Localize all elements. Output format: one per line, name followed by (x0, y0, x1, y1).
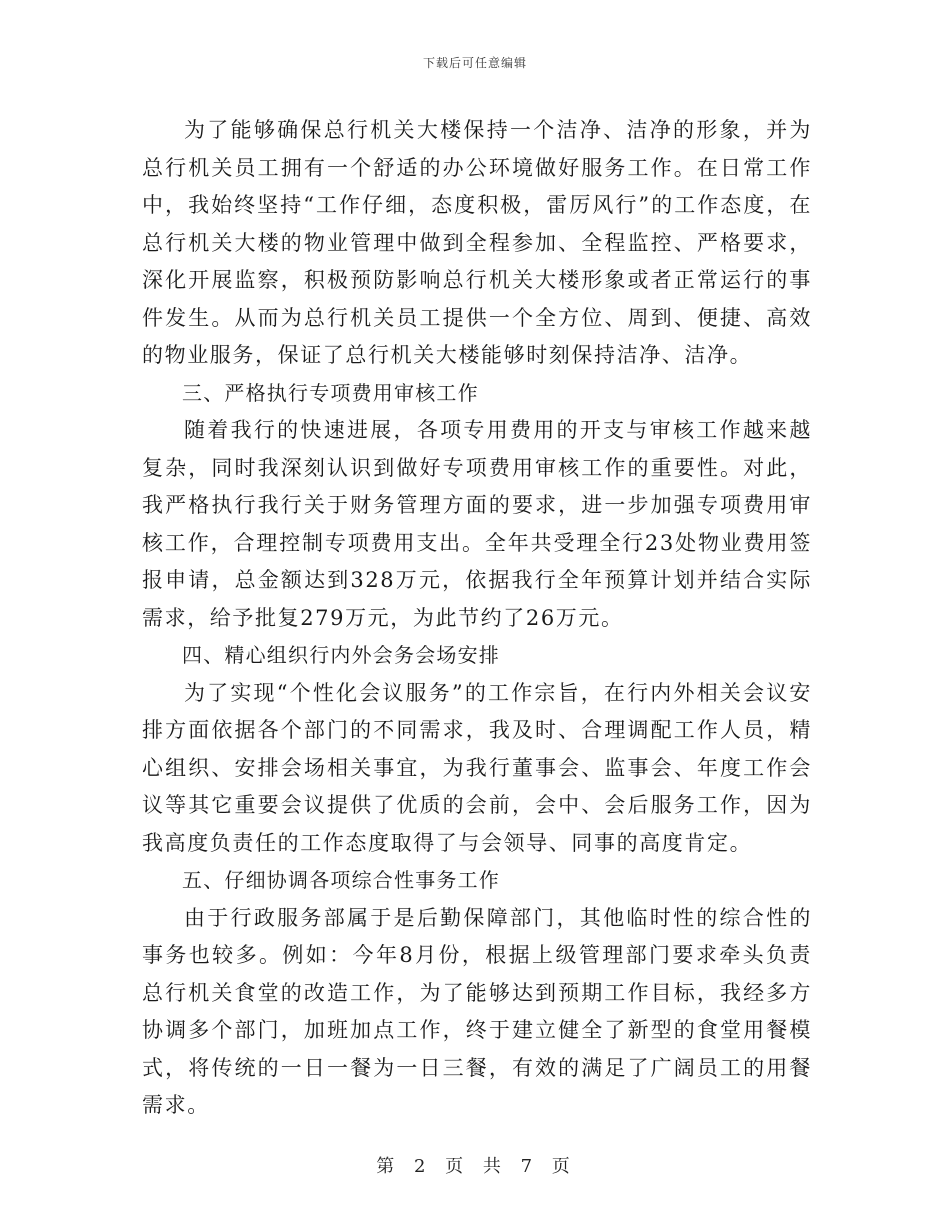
section-heading-3: 三、严格执行专项费用审核工作 (182, 380, 479, 405)
document-body (142, 112, 812, 1125)
paragraph-meeting-arrangement: 为了实现“个性化会议服务”的工作宗旨，在行内外相关会议安排方面依据各个部门的不同需求，我及时、合理调配工作人员，精心组织、安排会场相关事宜，为我行董事会、监事会、年度工作会议等其它重要会议提供了优质的会前，会中、会后服务工作，因为我高度负责任的工作态度取得了与会领导、同事的高度肯定。 (142, 680, 812, 855)
section-heading-4: 四、精心组织行内外会务会场安排 (182, 643, 500, 667)
paragraph-general-affairs: 由于行政服务部属于是后勤保障部门，其他临时性的综合性的事务也较多。例如：今年8月份，根据上级管理部门要求牵头负责总行机关食堂的改造工作，为了能够达到预期工作目标，我经多方协调多个部门，加班加点工作，终于建立健全了新型的食堂用餐模式，将传统的一日一餐为一日三餐，有效的满足了广阔员工的用餐需求。 (142, 905, 812, 1117)
page-header: 下载后可任意编辑 (422, 56, 527, 70)
paragraph-expense-review: 随着我行的快速进展，各项专用费用的开支与审核工作越来越复杂，同时我深刻认识到做好专项费用审核工作的重要性。对此，我严格执行我行关于财务管理方面的要求，进一步加强专项费用审核工作，合理控制专项费用支出。全年共受理全行23处物业费用签报申请，总金额达到328万元，依据我行全年预算计划并结合实际需求，给予批复279万元，为此节约了26万元。 (142, 418, 812, 630)
page-number: 第 2 页 共 7 页 (376, 1156, 574, 1177)
paragraph-property-management: 为了能够确保总行机关大楼保持一个洁净、洁净的形象，并为总行机关员工拥有一个舒适的办公环境做好服务工作。在日常工作中，我始终坚持“工作仔细，态度积极，雷厉风行”的工作态度，在总行机关大楼的物业管理中做到全程参加、全程监控、严格要求，深化开展监察，积极预防影响总行机关大楼形象或者正常运行的事件发生。从而为总行机关员工提供一个全方位、周到、便捷、高效的物业服务，保证了总行机关大楼能够时刻保持洁净、洁净。 (142, 118, 812, 367)
section-heading-5: 五、仔细协调各项综合性事务工作 (182, 868, 500, 892)
